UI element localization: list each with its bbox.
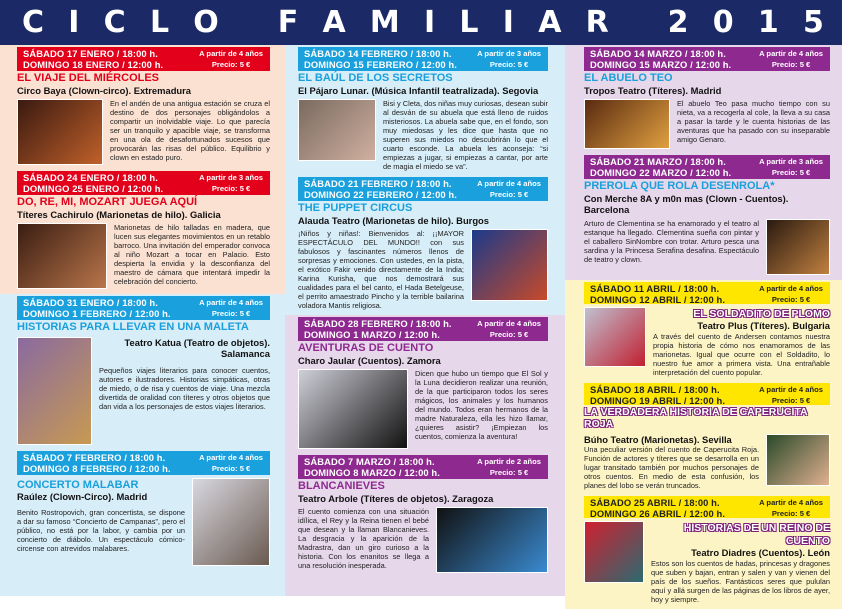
event-card bbox=[584, 155, 830, 275]
event-photo bbox=[298, 99, 376, 161]
event-age-price bbox=[477, 456, 541, 479]
event-company: Tropos Teatro (Títeres). Madrid bbox=[584, 84, 722, 96]
event-title: EL VIAJE DEL MIÉRCOLES bbox=[17, 72, 160, 84]
event-card bbox=[584, 496, 830, 604]
event-body bbox=[17, 99, 270, 165]
event-description: Arturo de Clementina se ha enamorado y el teatro al estanque ha llegado. Clementina sueña con pintar y el caballero SinNombre con trotar. Arturo pesca una sardina y la Princesa Serafina desafina. Espectáculo de teatro y clown. bbox=[584, 218, 759, 264]
price-label: Precio: 5 € bbox=[211, 463, 251, 473]
event-title: LA VERDADERA HISTORIA DE CAPERUCITA ROJA bbox=[584, 405, 808, 430]
event-company: Raúlez (Clown-Circo). Madrid bbox=[17, 491, 148, 502]
title-letter: A bbox=[538, 4, 562, 40]
event-description: ¡Niños y niñas!: Bienvenidos al: ¡¡MAYOR ESPECTÁCULO DEL MUNDO!! con sus fabulosos y fascinantes números llenos de sorpresas y emociones. Con ustedes, en la pista, el exótico Fakir venido directamente de la India; Karina Kurisha, que nos demostrará sus cualidades para el bel canto, el Hada Betelgeuse, el perrito amaestrado Pincho y la terrible bailarina voladora Mantis religiosa. bbox=[298, 229, 464, 310]
event-text-column bbox=[298, 229, 464, 310]
sunday-date: DOMINGO 15 FEBRERO / 12:00 h. bbox=[304, 59, 457, 70]
event-age-price bbox=[477, 48, 541, 71]
event-photo bbox=[17, 337, 92, 445]
event-schedule-header bbox=[17, 451, 270, 475]
saturday-date: SÁBADO 21 MARZO / 18:00 h. bbox=[590, 156, 726, 167]
section-background bbox=[565, 45, 842, 280]
event-description: En el andén de una antigua estación se cruza el destino de dos personajes obligándolos a compartir un inolvidable viaje. Lo que parecía ser un tranquilo y apacible viaje, se transforma en una ola de desafortunados sucesos que provocarán las risas del público. Equilibrio y clown en estado puro. bbox=[110, 99, 270, 162]
event-body bbox=[584, 434, 830, 491]
title-letter bbox=[633, 8, 643, 38]
event-card bbox=[17, 296, 270, 445]
event-photo bbox=[298, 369, 408, 449]
event-title: THE PUPPET CIRCUS bbox=[298, 202, 413, 214]
event-description: Dicen que hubo un tiempo que El Sol y la Luna decidieron realizar una reunión, de la que participaron todos los seres mágicos, los animales y los humanos del mundo. Todos eran hermanos de la madre Naturaleza, ella les hizo llamar, ¿quieres asistir? ¡Empiezan los cuentos, comienza la aventura! bbox=[415, 369, 548, 441]
event-card bbox=[298, 47, 548, 171]
sunday-date: DOMINGO 18 ENERO / 12:00 h. bbox=[23, 59, 164, 70]
age-label: A partir de 4 años bbox=[199, 452, 263, 462]
title-letter: O bbox=[193, 4, 219, 40]
event-schedule-header bbox=[17, 171, 270, 195]
sunday-date: DOMINGO 12 ABRIL / 12:00 h. bbox=[590, 293, 726, 305]
event-text-column bbox=[677, 99, 830, 144]
event-body bbox=[298, 229, 548, 310]
event-body bbox=[17, 223, 270, 289]
event-schedule-header bbox=[584, 47, 830, 71]
event-dates bbox=[590, 156, 731, 179]
event-title: EL BAÚL DE LOS SECRETOS bbox=[298, 72, 453, 84]
event-description: Una peculiar versión del cuento de Caperucita Roja. Función de actores y títeres que se desarrolla en un lugar transitado también por muchos personajes de otros cuentos. En medio de esta confusión, los planes del lobo se verán truncados. bbox=[584, 445, 759, 490]
event-company: Con Merche 8A y m0n mas (Clown - Cuentos). Barcelona bbox=[584, 192, 789, 215]
age-label: A partir de 4 años bbox=[759, 49, 823, 58]
event-age-price bbox=[759, 156, 823, 179]
title-letter: I bbox=[502, 4, 514, 40]
event-company: Búho Teatro (Marionetas). Sevilla bbox=[584, 433, 732, 445]
title-letter: L bbox=[149, 4, 170, 40]
title-letter: R bbox=[585, 4, 609, 40]
event-body bbox=[584, 99, 830, 149]
event-description: Pequeños viajes literarios para conocer cuentos, autores e ilustradores. Historias simpáticas, otras de miedo, o de risa y cuentos de viaje. Una mezcla divertida de oralidad con títeres y otros objetos que dan vida a los personajes de estos viajes literarios. bbox=[99, 365, 270, 411]
event-text-column bbox=[584, 219, 759, 264]
event-company: Alauda Teatro (Marionetas de hilo). Burgos bbox=[298, 214, 489, 226]
event-dates bbox=[304, 48, 457, 71]
sunday-date: DOMINGO 22 FEBRERO / 12:00 h. bbox=[304, 189, 457, 200]
age-label: A partir de 4 años bbox=[477, 319, 541, 328]
event-text-column bbox=[99, 337, 270, 411]
event-description: Benito Rostropovich, gran concertista, se dispone a dar su famoso “Concierto de Campanas”, pero el público, no está por la labor, y cambia por un concierto de diábolo. Un espectáculo cómico-circense con atrevidos malabares. bbox=[17, 507, 185, 553]
price-label: Precio: 5 € bbox=[489, 190, 529, 199]
event-title: BLANCANIEVES bbox=[298, 480, 385, 492]
event-description: A través del cuento de Andersen contamos nuestra propia historia de cómo nos enamoramos de las marionetas. Igual que ocurre con el Soldadito, lo nuestro fue amor a primera vista. Una entrañable interpretación del cuento popular. bbox=[653, 331, 830, 377]
event-card bbox=[17, 171, 270, 289]
saturday-date: SÁBADO 18 ABRIL / 18:00 h. bbox=[590, 383, 720, 395]
event-dates bbox=[590, 384, 725, 405]
event-title: DO, RE, MI, MOZART JUEGA AQUÍ bbox=[17, 196, 198, 208]
event-text-column bbox=[17, 478, 185, 553]
event-age-price bbox=[759, 48, 823, 71]
event-photo bbox=[584, 307, 646, 367]
event-text-column bbox=[110, 99, 270, 162]
saturday-date: SÁBADO 7 FEBRERO / 18:00 h. bbox=[23, 451, 166, 463]
event-company: El Pájaro Lunar. (Música Infantil teatralizada). Segovia bbox=[298, 84, 539, 96]
event-photo bbox=[471, 229, 548, 301]
saturday-date: SÁBADO 21 FEBRERO / 18:00 h. bbox=[304, 178, 452, 189]
event-body bbox=[17, 337, 270, 445]
sunday-date: DOMINGO 25 ENERO / 12:00 h. bbox=[23, 183, 164, 194]
event-photo bbox=[584, 521, 644, 583]
event-dates bbox=[23, 172, 163, 195]
event-photo bbox=[17, 99, 103, 165]
section-background bbox=[285, 45, 565, 315]
event-company: Títeres Cachirulo (Marionetas de hilo). Galicia bbox=[17, 208, 221, 220]
section-background bbox=[0, 294, 285, 596]
saturday-date: SÁBADO 17 ENERO / 18:00 h. bbox=[23, 48, 158, 59]
price-label: Precio: 5 € bbox=[489, 60, 529, 69]
title-letter: M bbox=[369, 4, 400, 40]
event-body bbox=[298, 369, 548, 449]
age-label: A partir de 4 años bbox=[199, 298, 263, 307]
section-background bbox=[565, 280, 842, 609]
price-label: Precio: 5 € bbox=[771, 60, 811, 69]
event-photo bbox=[584, 99, 670, 149]
price-label: Precio: 5 € bbox=[211, 60, 251, 69]
sunday-date: DOMINGO 8 MARZO / 12:00 h. bbox=[304, 467, 440, 478]
event-body bbox=[584, 219, 830, 275]
event-title: HISTORIAS DE UN REINO DE CUENTO bbox=[683, 522, 830, 547]
event-company: Circo Baya (Clown-circo). Extremadura bbox=[17, 84, 192, 96]
price-label: Precio: 5 € bbox=[771, 509, 811, 518]
price-label: Precio: 5 € bbox=[771, 168, 811, 177]
event-schedule-header bbox=[584, 282, 830, 304]
event-body bbox=[298, 507, 548, 573]
saturday-date: SÁBADO 7 MARZO / 18:00 h. bbox=[304, 456, 435, 467]
event-dates bbox=[23, 48, 163, 71]
event-age-price bbox=[759, 497, 823, 518]
price-label: Precio: 5 € bbox=[489, 330, 529, 339]
title-letter: 0 bbox=[712, 4, 734, 40]
age-label: A partir de 4 años bbox=[759, 384, 823, 394]
event-company: Charo Jaular (Cuentos). Zamora bbox=[298, 354, 441, 366]
event-company: Teatro Arbole (Títeres de objetos). Zaragoza bbox=[298, 492, 494, 504]
event-dates bbox=[590, 48, 731, 71]
event-photo bbox=[17, 223, 107, 289]
event-description: Marionetas de hilo talladas en madera, que lucen sus elegantes movimientos en un retablo barroco. Una invitación del emperador convoca al niño Mozart a tocar en Palacio. Esto despierta la envidia y la desconfianza del maestro de cámara que intentará impedir la celebración del concierto. bbox=[114, 223, 270, 286]
title-letter: A bbox=[322, 4, 346, 40]
event-age-price bbox=[199, 452, 263, 475]
event-dates bbox=[304, 178, 457, 201]
sunday-date: DOMINGO 19 ABRIL / 12:00 h. bbox=[590, 394, 726, 406]
saturday-date: SÁBADO 28 FEBRERO / 18:00 h. bbox=[304, 318, 452, 329]
event-age-price bbox=[199, 48, 263, 71]
age-label: A partir de 4 años bbox=[759, 498, 823, 507]
event-body bbox=[584, 521, 830, 604]
program-column bbox=[565, 45, 842, 604]
event-description: El abuelo Teo pasa mucho tiempo con su nieta, va a recogerla al cole, la lleva a su casa a pasar la tarde y le cuenta historias de las aventuras que ha pasado con su inseparable amigo Genaro. bbox=[677, 99, 830, 144]
event-card bbox=[298, 317, 548, 449]
price-label: Precio: 5 € bbox=[489, 468, 529, 477]
event-card bbox=[17, 47, 270, 165]
event-body bbox=[584, 307, 830, 377]
program-columns bbox=[0, 45, 842, 604]
event-title: CONCERTO MALABAR bbox=[17, 478, 139, 491]
event-company: Teatro Katua (Teatro de objetos). Salamanca bbox=[124, 336, 270, 359]
event-schedule-header bbox=[298, 317, 548, 341]
program-column bbox=[0, 45, 285, 596]
event-company: Teatro Diadres (Cuentos). León bbox=[691, 547, 830, 558]
saturday-date: SÁBADO 24 ENERO / 18:00 h. bbox=[23, 172, 158, 183]
event-text-column bbox=[584, 434, 759, 491]
event-schedule-header bbox=[298, 455, 548, 479]
price-label: Precio: 5 € bbox=[211, 184, 251, 193]
event-card bbox=[584, 383, 830, 491]
event-dates bbox=[304, 318, 452, 341]
event-card bbox=[298, 177, 548, 310]
title-letter: C bbox=[22, 4, 45, 40]
event-title: PREROLA QUE ROLA DESENROLA* bbox=[584, 180, 775, 192]
saturday-date: SÁBADO 14 MARZO / 18:00 h. bbox=[590, 48, 726, 59]
sunday-date: DOMINGO 8 FEBRERO / 12:00 h. bbox=[23, 462, 171, 474]
event-photo bbox=[436, 507, 548, 573]
event-age-price bbox=[199, 172, 263, 195]
event-schedule-header bbox=[17, 296, 270, 320]
title-letter: 2 bbox=[667, 4, 689, 40]
sunday-date: DOMINGO 1 FEBRERO / 12:00 h. bbox=[23, 308, 171, 319]
event-company: Teatro Plus (Títeres). Bulgaria bbox=[697, 320, 830, 331]
event-schedule-header bbox=[584, 155, 830, 179]
age-label: A partir de 2 años bbox=[477, 457, 541, 466]
event-age-price bbox=[477, 178, 541, 201]
title-letter bbox=[243, 8, 253, 38]
age-label: A partir de 4 años bbox=[759, 283, 823, 293]
event-dates bbox=[304, 456, 440, 479]
event-card bbox=[584, 47, 830, 149]
brochure-title bbox=[0, 0, 842, 45]
event-description: Bisi y Cleta, dos niñas muy curiosas, desean subir al desván de su abuela que está lleno de ruidos misteriosos. La abuela sabe que, en el fondo, son muy miedosas y les dice que hasta que no superen sus miedos no descubrirán lo que el cuarto esconde. La abuela les aconseja: “si empiezas a jugar, si empiezas a cantar, por arte de magia el miedo se va”. bbox=[383, 99, 548, 171]
event-dates bbox=[590, 497, 725, 518]
event-dates bbox=[23, 297, 171, 320]
saturday-date: SÁBADO 11 ABRIL / 18:00 h. bbox=[590, 282, 720, 294]
event-text-column bbox=[415, 369, 548, 441]
price-label: Precio: 5 € bbox=[771, 294, 811, 304]
age-label: A partir de 3 años bbox=[759, 157, 823, 166]
title-letter: F bbox=[277, 4, 299, 40]
event-age-price bbox=[477, 318, 541, 341]
title-letter: 1 bbox=[757, 4, 779, 40]
event-title: EL SOLDADITO DE PLOMO bbox=[693, 307, 830, 320]
title-letter: 5 bbox=[803, 4, 824, 40]
event-text-column bbox=[651, 521, 830, 604]
event-body bbox=[298, 99, 548, 171]
event-age-price bbox=[199, 297, 263, 320]
price-label: Precio: 5 € bbox=[211, 309, 251, 318]
event-age-price bbox=[759, 384, 823, 405]
event-age-price bbox=[759, 283, 823, 304]
title-letter: I bbox=[424, 4, 436, 40]
event-body bbox=[17, 478, 270, 566]
event-text-column bbox=[298, 507, 429, 570]
program-column bbox=[285, 45, 565, 596]
event-schedule-header bbox=[298, 177, 548, 201]
title-letter: I bbox=[68, 4, 80, 40]
event-photo bbox=[766, 219, 830, 275]
event-dates bbox=[590, 283, 725, 304]
event-title: AVENTURAS DE CUENTO bbox=[298, 342, 434, 354]
sunday-date: DOMINGO 15 MARZO / 12:00 h. bbox=[590, 59, 732, 70]
event-schedule-header bbox=[298, 47, 548, 71]
age-label: A partir de 4 años bbox=[199, 49, 263, 58]
sunday-date: DOMINGO 22 MARZO / 12:00 h. bbox=[590, 167, 732, 178]
saturday-date: SÁBADO 25 ABRIL / 18:00 h. bbox=[590, 497, 720, 508]
title-letter: L bbox=[459, 4, 479, 40]
sunday-date: DOMINGO 26 ABRIL / 12:00 h. bbox=[590, 508, 726, 519]
event-text-column bbox=[653, 307, 830, 377]
event-title: HISTORIAS PARA LLEVAR EN UNA MALETA bbox=[17, 321, 249, 333]
sunday-date: DOMINGO 1 MARZO / 12:00 h. bbox=[304, 329, 440, 340]
age-label: A partir de 4 años bbox=[477, 179, 541, 188]
title-letter: C bbox=[103, 4, 126, 40]
age-label: A partir de 3 años bbox=[477, 49, 541, 58]
section-background bbox=[0, 45, 285, 294]
age-label: A partir de 3 años bbox=[199, 173, 263, 182]
event-photo bbox=[766, 434, 830, 486]
event-schedule-header bbox=[584, 496, 830, 518]
event-title: EL ABUELO TEO bbox=[584, 72, 673, 84]
event-card bbox=[584, 282, 830, 377]
event-dates bbox=[23, 452, 171, 475]
event-text-column bbox=[114, 223, 270, 286]
saturday-date: SÁBADO 14 FEBRERO / 18:00 h. bbox=[304, 48, 452, 59]
section-background bbox=[285, 315, 565, 596]
event-text-column bbox=[383, 99, 548, 171]
event-photo bbox=[192, 478, 270, 566]
event-description: El cuento comienza con una situación idílica, el Rey y la Reina tienen el bebé que desean y la llaman Blancanieves. La desgracia y la aparición de la Madrastra, dan un giro curioso a la historia. Con los enanitos se llega a una resolución inesperada. bbox=[298, 507, 429, 570]
event-card bbox=[298, 455, 548, 573]
event-schedule-header bbox=[584, 383, 830, 405]
price-label: Precio: 5 € bbox=[771, 395, 811, 405]
event-description: Estos son los cuentos de hadas, princesas y dragones que suben y bajan, entran y salen y van y vienen del país de los sueños. Fantásticos seres que pululan aquí y allá surgen de las páginas de los libros de ayer, hoy y siempre. bbox=[651, 558, 830, 604]
event-schedule-header bbox=[17, 47, 270, 71]
saturday-date: SÁBADO 31 ENERO / 18:00 h. bbox=[23, 297, 158, 308]
event-card bbox=[17, 451, 270, 566]
